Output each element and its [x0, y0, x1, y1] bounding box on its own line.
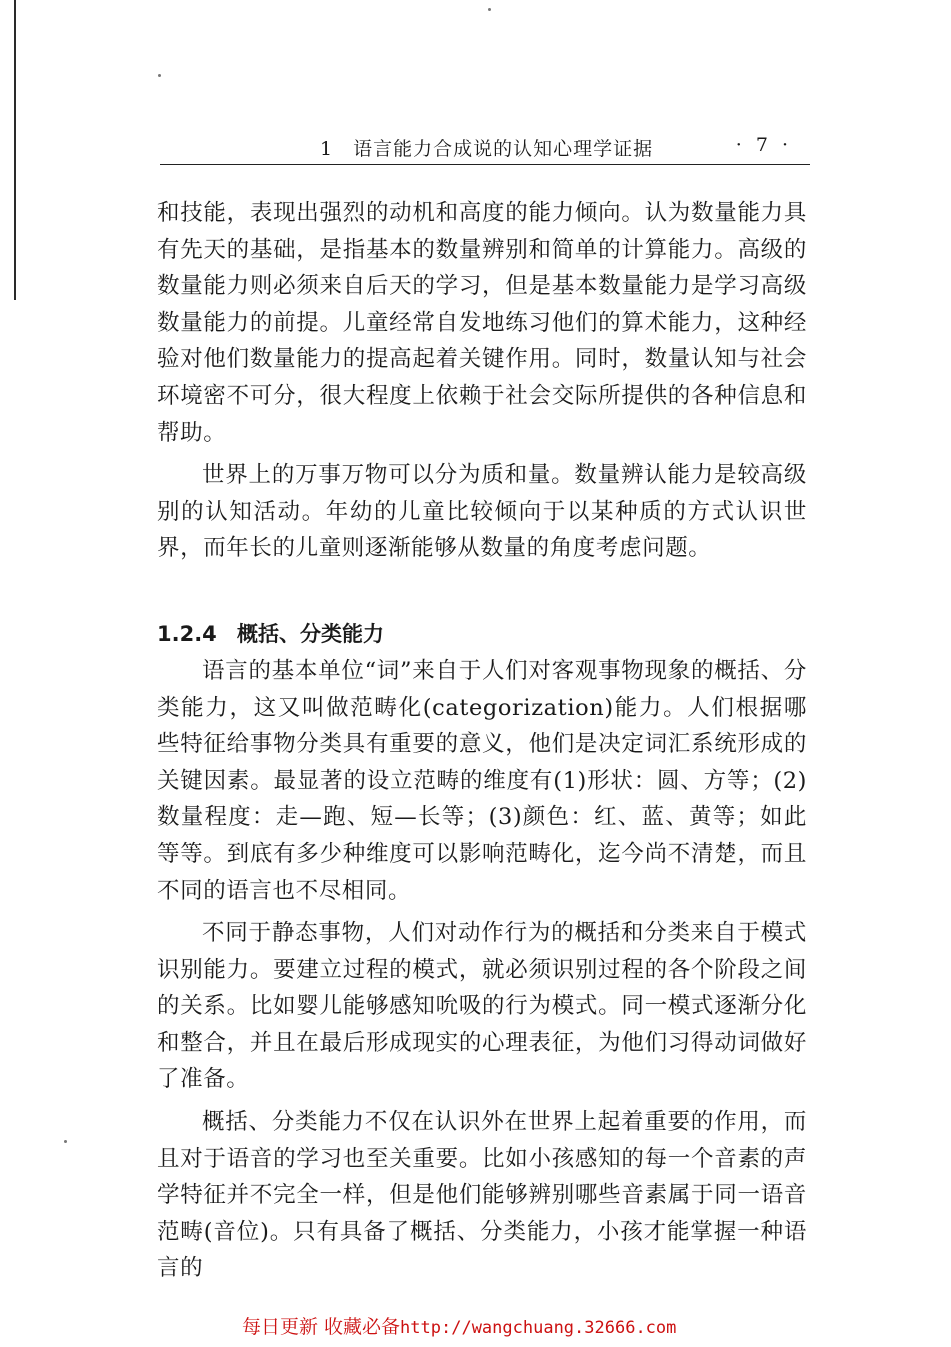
paragraph-continued: 和技能，表现出强烈的动机和高度的能力倾向。认为数量能力具有先天的基础，是指基本的数量辨别和简单的计算能力。高级的数量能力则必须来自后天的学习，但是基本数量能力是学习高级数量能力的前提。儿童经常自发地练习他们的算术能力，这种经验对他们数量能力的提高起着关键作用。同时，数量认知与社会环境密不可分，很大程度上依赖于社会交际所提供的各种信息和帮助。	[157, 200, 807, 446]
paragraph-phonology: 概括、分类能力不仅在认识外在世界上起着重要的作用，而且对于语音的学习也至关重要。比如小孩感知的每一个音素的声学特征并不完全一样，但是他们能够辨别哪些音素属于同一语音范畴(音位)。只有具备了概括、分类能力，小孩才能掌握一种语言的	[157, 1109, 807, 1282]
section-spacing	[157, 567, 807, 619]
body-text	[157, 195, 807, 1287]
section-heading	[157, 619, 807, 649]
chapter-title: 1 语言能力合成说的认知心理学证据	[320, 138, 654, 160]
scan-speck	[158, 74, 161, 77]
section-title: 概括、分类能力	[237, 621, 384, 646]
running-header	[160, 132, 810, 165]
paragraph-categorization: 语言的基本单位“词”来自于人们对客观事物现象的概括、分类能力，这又叫做范畴化(categorization)能力。人们根据哪些特征给事物分类具有重要的意义，他们是决定词汇系统形成的关键因素。最显著的设立范畴的维度有(1)形状：圆、方等；(2)数量程度：走—跑、短—长等；(3)颜色：红、蓝、黄等；如此等等。到底有多少种维度可以影响范畴化，迄今尚不清楚，而且不同的语言也不尽相同。	[157, 657, 807, 904]
watermark-prefix: 每日更新 收藏必备	[242, 1316, 401, 1338]
section-number: 1.2.4	[157, 621, 217, 646]
paragraph-quality-quantity: 世界上的万事万物可以分为质和量。数量辨认能力是较高级别的认知活动。年幼的儿童比较倾向于以某种质的方式认识世界，而年长的儿童则逐渐能够从数量的角度考虑问题。	[157, 462, 807, 562]
watermark-footer	[242, 1312, 676, 1339]
watermark-url[interactable]: http://wangchuang.32666.com	[400, 1318, 677, 1338]
binding-edge-line	[14, 0, 16, 300]
scan-speck	[488, 8, 491, 11]
scan-speck	[64, 1140, 67, 1143]
page-number: · 7 ·	[735, 134, 792, 156]
paragraph-pattern-recognition: 不同于静态事物，人们对动作行为的概括和分类来自于模式识别能力。要建立过程的模式，就必须识别过程的各个阶段之间的关系。比如婴儿能够感知吮吸的行为模式。同一模式逐渐分化和整合，并且在最后形成现实的心理表征，为他们习得动词做好了准备。	[157, 920, 807, 1093]
